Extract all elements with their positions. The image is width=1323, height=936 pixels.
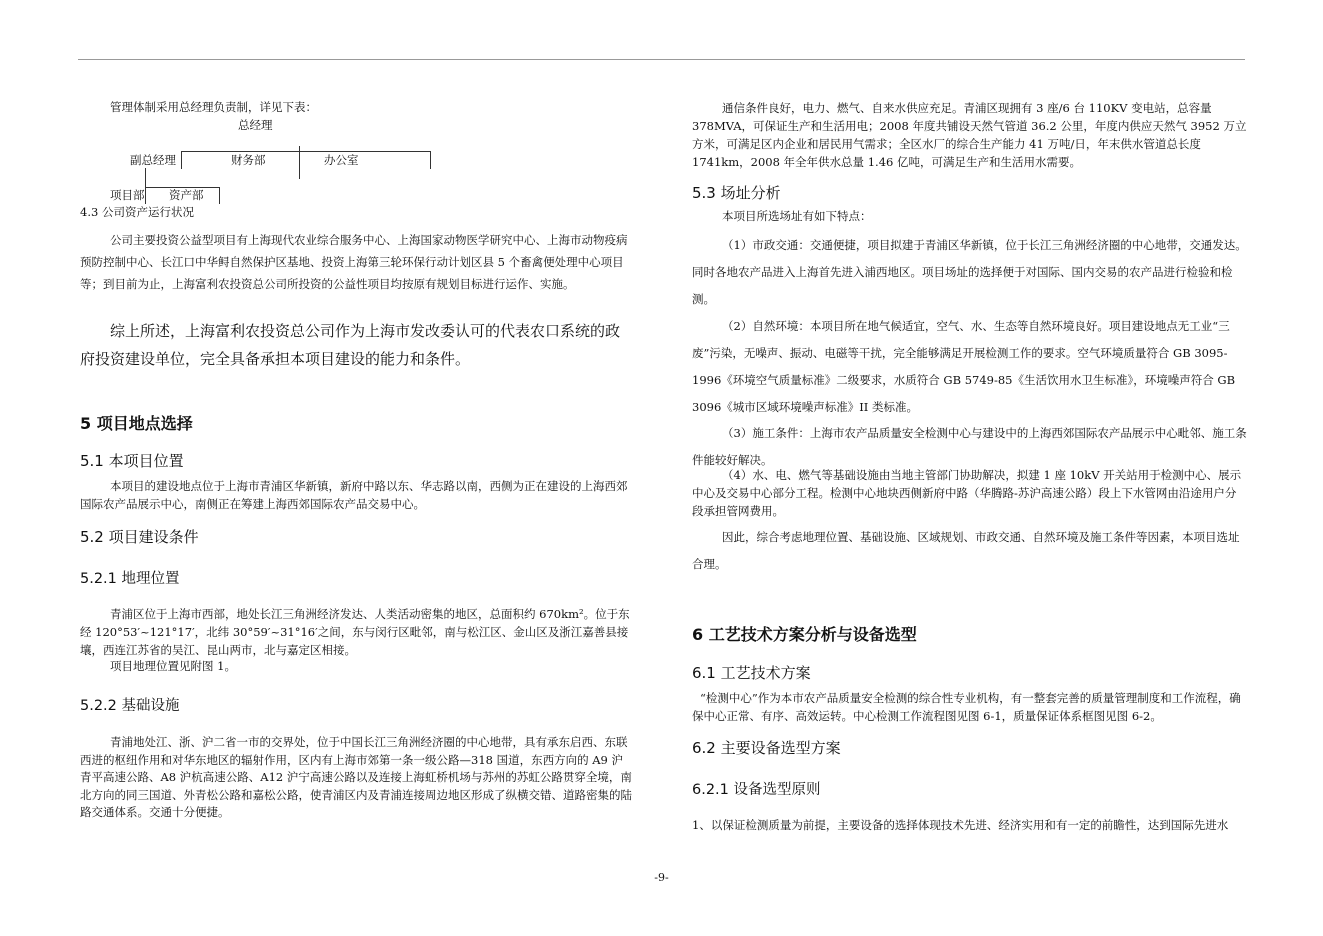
section-4-3: 4.3 公司资产运行状况 xyxy=(80,205,194,219)
org-assets: 资产部 xyxy=(169,188,204,202)
para-5-3-3: （3）施工条件：上海市农产品质量安全检测中心与建设中的上海西郊国际农产品展示中心毗邻、施工条件能较好解决。 xyxy=(692,426,1247,467)
org-intro: 管理体制采用总经理负责制，详见下表： xyxy=(110,100,317,114)
para-5-3-4: （4）水、电、燃气等基础设施由当地主管部门协助解决，拟建 1 座 10kV 开关站用于检测中心、展示中心及交易中心部分工程。检测中心地块西侧新府中路（华腾路-苏沪高速公路）段上下水管网由沿途用户分段承担管网费用。 xyxy=(692,468,1242,518)
heading-5-2: 5.2 项目建设条件 xyxy=(80,528,199,546)
para-5-3-5: 因此，综合考虑地理位置、基础设施、区域规划、市政交通、自然环境及施工条件等因素，本项目选址合理。 xyxy=(692,530,1240,571)
page-number: -9- xyxy=(654,871,669,884)
para-assets: 公司主要投资公益型项目有上海现代农业综合服务中心、上海国家动物医学研究中心、上海市动物疫病预防控制中心、长江口中华鲟自然保护区基地、投资上海第三轮环保行动计划区县 5 个畜禽便处理中心项目等；到目前为止，上海富利农投资总公司所投资的公益性项目均按原有规划目标进行运作、实施。 xyxy=(80,233,628,291)
para-5-2-1b: 项目地理位置见附图 1。 xyxy=(110,659,236,673)
heading-5-2-2: 5.2.2 基础设施 xyxy=(80,698,180,714)
org-line-v4 xyxy=(145,168,146,204)
org-project: 项目部 xyxy=(110,188,145,202)
heading-6: 6 工艺技术方案分析与设备选型 xyxy=(692,625,917,644)
para-5-1: 本项目的建设地点位于上海市青浦区华新镇，新府中路以东、华志路以南，西侧为正在建设的上海西郊国际农产品展示中心，南侧正在筹建上海西郊国际农产品交易中心。 xyxy=(80,479,628,511)
para-6-2-1: 1、以保证检测质量为前提，主要设备的选择体现技术先进、经济实用和有一定的前瞻性，达到国际先进水 xyxy=(692,818,1229,832)
heading-6-2: 6.2 主要设备选型方案 xyxy=(692,739,841,757)
para-5-3-intro: 本项目所选场址有如下特点： xyxy=(722,209,872,223)
org-line-h xyxy=(181,151,431,152)
heading-5-3: 5.3 场址分析 xyxy=(692,184,781,202)
heading-5-2-1: 5.2.1 地理位置 xyxy=(80,571,180,587)
para-5-2-1: 青浦区位于上海市西部，地处长江三角洲经济发达、人类活动密集的地区，总面积约 670km²。位于东经 120°53′~121°17′，北纬 30°59′~31°16′之间，东与闵行区毗邻，南与松江区、金山区及浙江嘉善县接壤，西连江苏省的吴江、昆山两市，北与嘉定区相接。 xyxy=(80,607,630,657)
header-rule xyxy=(78,59,1245,60)
para-utilities: 通信条件良好，电力、燃气、自来水供应充足。青浦区现拥有 3 座/6 台 110KV 变电站，总容量 378MVA，可保证生产和生活用电；2008 年度共铺设天然气管道 36.2 公里，年度内供应天然气 3952 万立方米，可满足区内企业和居民用气需求；全区水厂的综合生产能力 41 万吨/日，年末供水管道总长度 1741km，2008 年全年供水总量 1.46 亿吨，可满足生产和生活用水需要。 xyxy=(692,101,1247,169)
org-line-v3 xyxy=(430,151,431,169)
heading-6-2-1: 6.2.1 设备选型原则 xyxy=(692,782,821,798)
heading-5: 5 项目地点选择 xyxy=(80,414,193,433)
para-6-1: “检测中心”作为本市农产品质量安全检测的综合性专业机构，有一整套完善的质量管理制度和工作流程，确保中心正常、有序、高效运转。中心检测工作流程图见图 6-1，质量保证体系框图见图 6-2。 xyxy=(692,691,1241,723)
org-gm: 总经理 xyxy=(238,118,273,132)
org-finance: 财务部 xyxy=(231,153,266,167)
para-5-2-2: 青浦地处江、浙、沪二省一市的交界处，位于中国长江三角洲经济圈的中心地带，具有承东启西、东联西进的枢纽作用和对华东地区的辐射作用，区内有上海市郊第一条一级公路—318 国道，东西方向的 A9 沪青平高速公路、A8 沪杭高速公路、A12 沪宁高速公路以及连接上海虹桥机场与苏州的苏虹公路贯穿全境，南北方向的同三国道、外青松公路和嘉松公路，使青浦区内及青浦连接周边地区形成了纵横交错、道路密集的陆路交通体系。交通十分便捷。 xyxy=(80,735,632,819)
heading-5-1: 5.1 本项目位置 xyxy=(80,452,184,470)
heading-6-1: 6.1 工艺技术方案 xyxy=(692,664,811,682)
para-5-3-2: （2）自然环境：本项目所在地气候适宜，空气、水、生态等自然环境良好。项目建设地点无工业“三废”污染，无噪声、振动、电磁等干扰，完全能够满足开展检测工作的要求。空气环境质量符合 GB 3095-1996《环境空气质量标准》二级要求，水质符合 GB 5749-85《生活饮用水卫生标准》，环境噪声符合 GB 3096《城市区域环境噪声标准》II 类标准。 xyxy=(692,319,1236,414)
para-5-3-1: （1）市政交通：交通便捷，项目拟建于青浦区华新镇，位于长江三角洲经济圈的中心地带，交通发达。同时各地农产品进入上海首先进入浦西地区。项目场址的选择便于对国际、国内交易的农产品进行检验和检测。 xyxy=(692,238,1247,306)
org-deputy: 副总经理 xyxy=(130,153,176,167)
org-line-v2 xyxy=(299,146,300,179)
org-office: 办公室 xyxy=(324,153,359,167)
org-line-v1 xyxy=(181,151,182,169)
org-line-v5 xyxy=(219,187,220,204)
para-summary: 综上所述，上海富利农投资总公司作为上海市发改委认可的代表农口系统的政府投资建设单位，完全具备承担本项目建设的能力和条件。 xyxy=(80,322,621,368)
